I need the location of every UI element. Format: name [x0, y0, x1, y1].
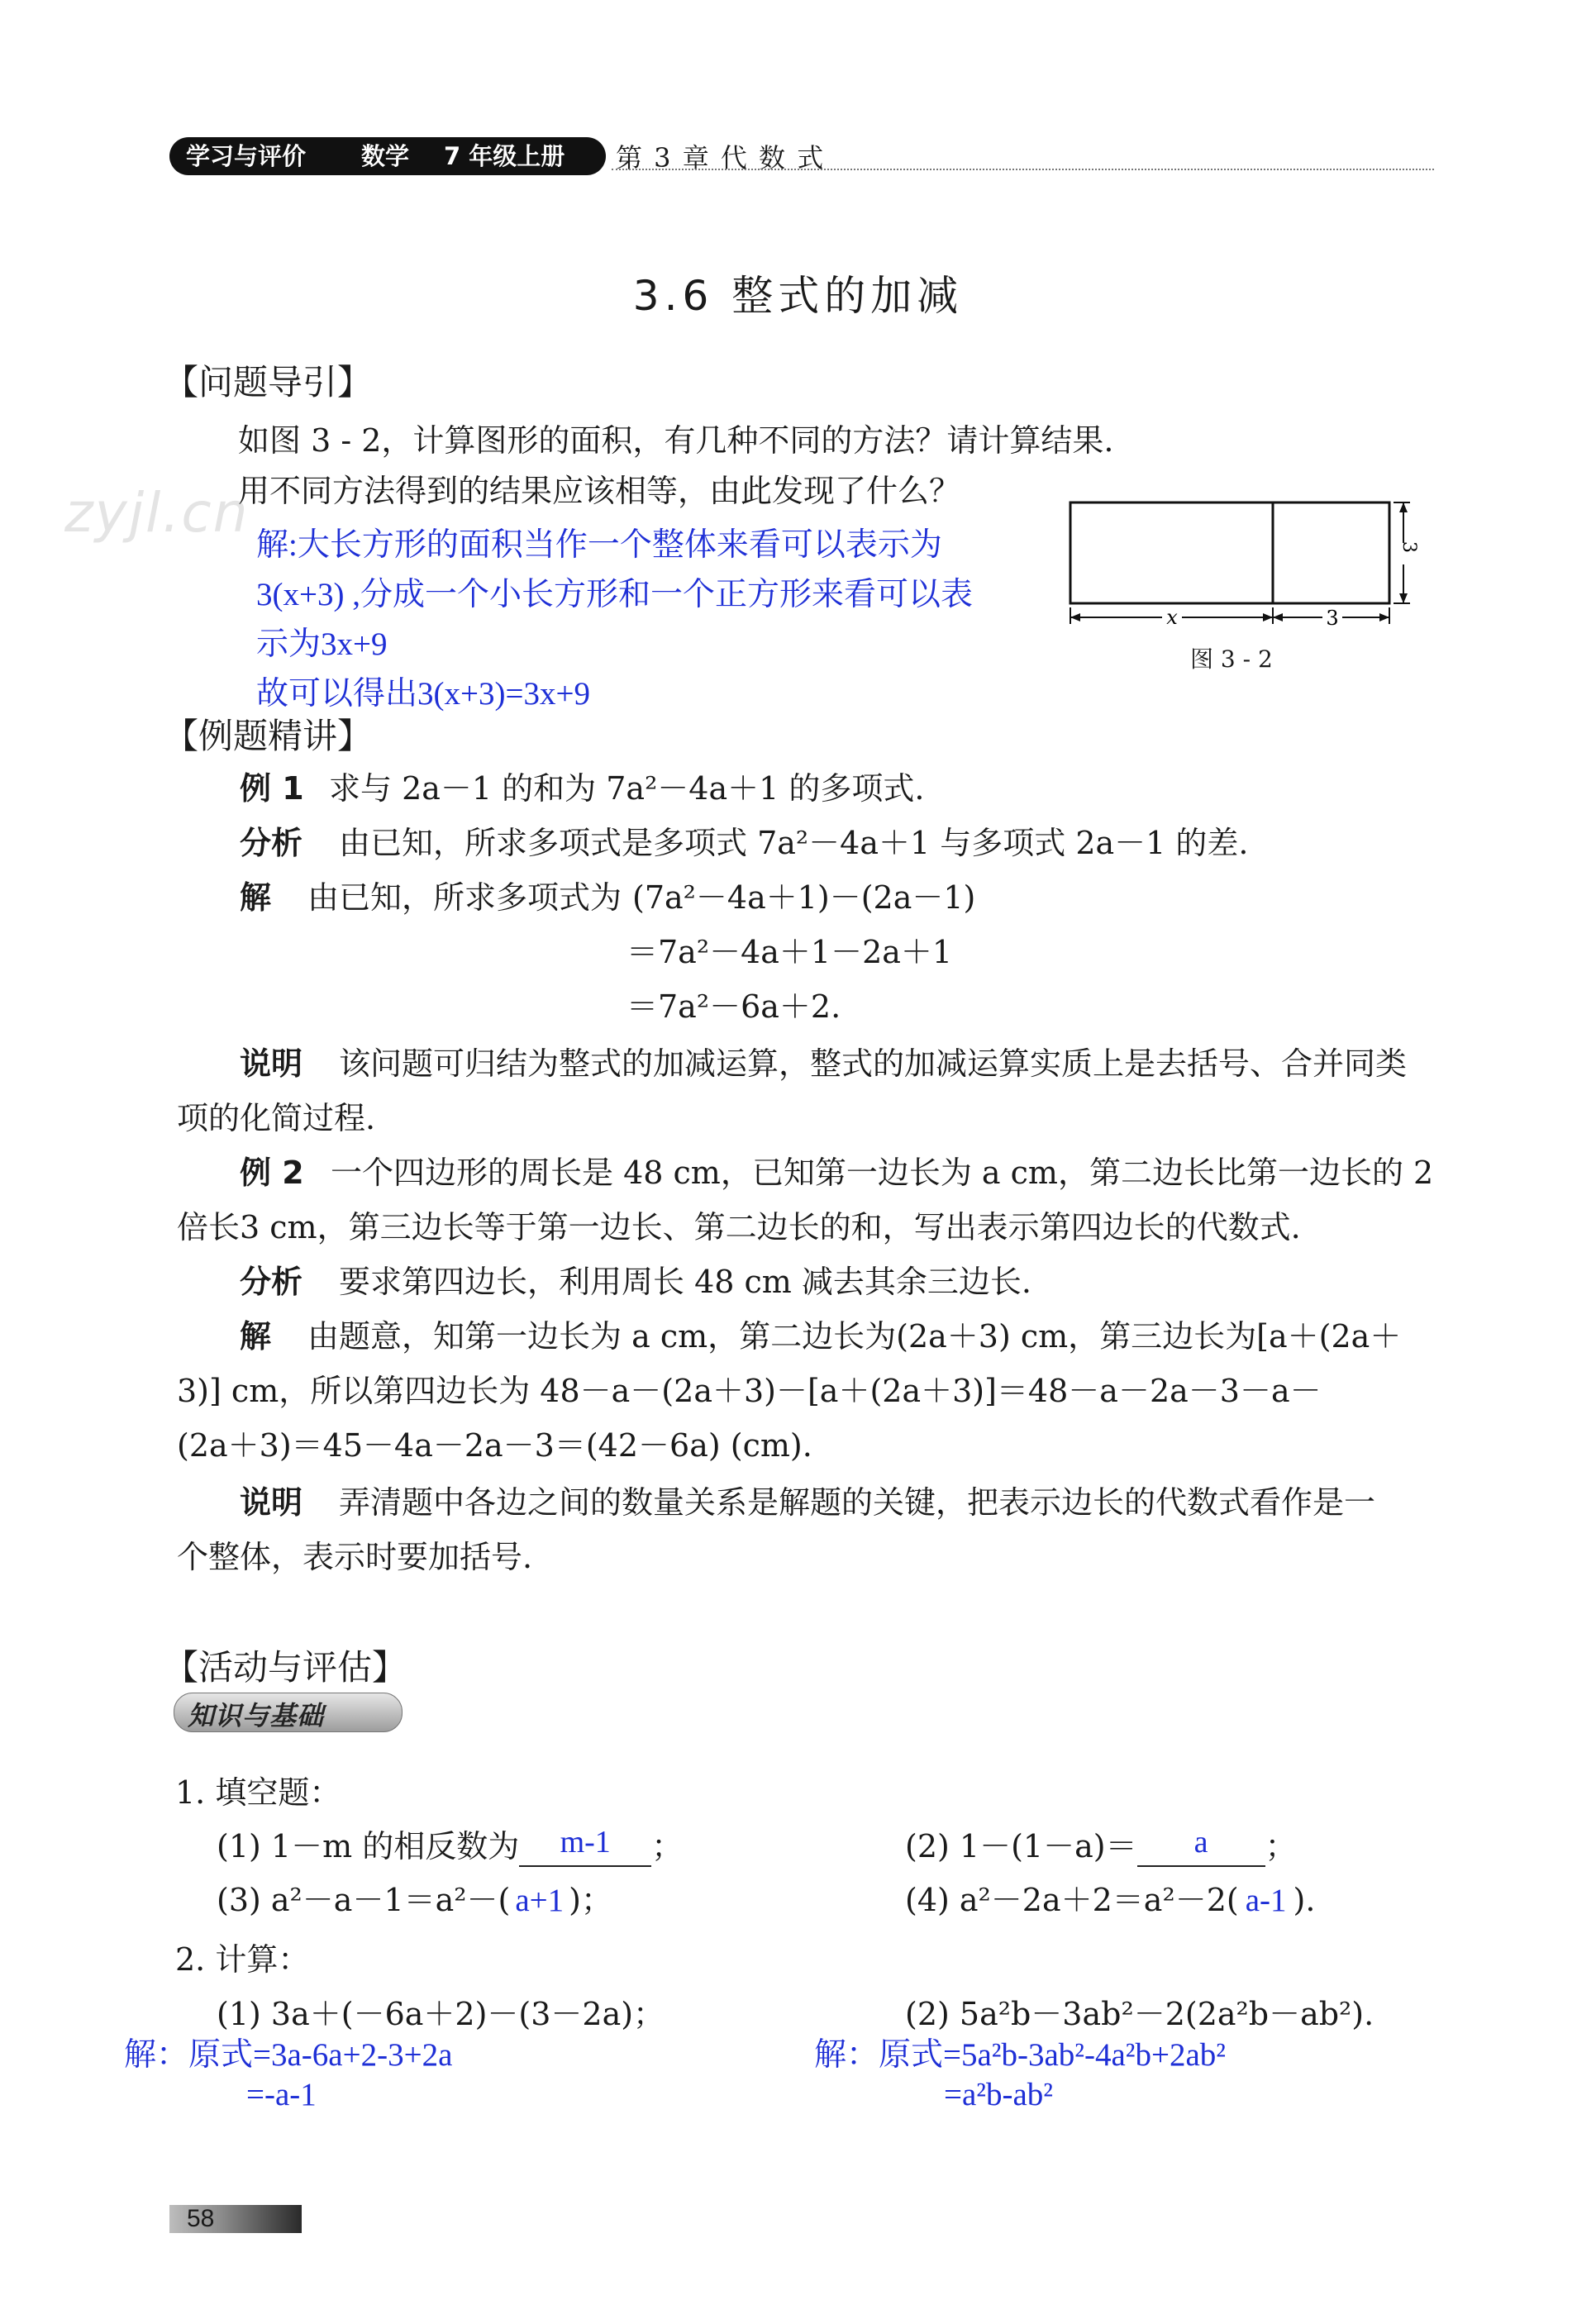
example1-note-line2: 项的化简过程.	[177, 1100, 376, 1136]
guide-question-line1: 如图 3 - 2，计算图形的面积，有几种不同的方法？请计算结果.	[238, 422, 1114, 459]
q1-item4-answer: a-1	[1245, 1883, 1287, 1918]
q2-answer2-line2: =a²b-ab²	[944, 2077, 1053, 2112]
example1-step3: ＝7a²－6a＋2.	[626, 988, 841, 1025]
guide-answer-line2: 3(x+3) ,分成一个小长方形和一个正方形来看可以表	[256, 577, 973, 612]
header-subject: 数学	[361, 142, 410, 170]
q1-item1-text: (1) 1－m 的相反数为	[217, 1828, 520, 1864]
q1-item2-blank	[1137, 1825, 1265, 1867]
q1-item1-answer: m-1	[560, 1825, 611, 1860]
example1-solution-label: 解	[240, 879, 272, 916]
example2-label: 例 2	[240, 1155, 304, 1191]
guide-answer-line3: 示为3x+9	[256, 626, 388, 662]
section-heading-activity: 【活动与评估】	[164, 1647, 407, 1688]
q2-item1: (1) 3a＋(－6a＋2)－(3－2a)；	[217, 1996, 665, 2032]
q1-item4: (4) a²－2a＋2＝a²－2( a-1 ).	[905, 1882, 1316, 1918]
header-book-title: 学习与评价	[186, 142, 307, 170]
example2-solution-line3: (2a＋3)＝45－4a－2a－3＝(42－6a) (cm).	[177, 1427, 812, 1464]
figure-label-3-side: 3	[1398, 541, 1419, 553]
example1-analysis-label: 分析	[240, 825, 303, 861]
q1-item2-text: (2) 1－(1－a)＝	[905, 1828, 1137, 1864]
example2-analysis: 要求第四边长，利用周长 48 cm 减去其余三边长.	[339, 1264, 1031, 1300]
q1-item3-text: (3) a²－a－1＝a²－(	[217, 1882, 511, 1918]
example2-question-line1: 一个四边形的周长是 48 cm，已知第一边长为 a cm，第二边长比第一边长的 2	[331, 1155, 1434, 1191]
q1-item2: (2) 1－(1－a)＝ a ；	[905, 1821, 1297, 1867]
guide-answer-line1: 解:大长方形的面积当作一个整体来看可以表示为	[256, 527, 942, 563]
example2-note-line1: 弄清题中各边之间的数量关系是解题的关键，把表示边长的代数式看作是一	[339, 1484, 1376, 1521]
knowledge-badge	[174, 1693, 403, 1732]
example2-note-line2: 个整体，表示时要加括号.	[177, 1539, 533, 1575]
section-heading-guide: 【问题导引】	[164, 362, 373, 402]
q1-item3-answer: a+1	[515, 1883, 565, 1918]
example1-step2: ＝7a²－4a＋1－2a＋1	[626, 934, 953, 970]
q2-heading: 2. 计算：	[175, 1941, 310, 1978]
figure-label-x: x	[1166, 606, 1178, 629]
example1-solution-intro: 由已知，所求多项式为	[307, 879, 622, 916]
q2-item2: (2) 5a²b－3ab²－2(2a²b－ab²).	[905, 1996, 1374, 2032]
q1-item1: (1) 1－m 的相反数为 m-1 ；	[217, 1821, 683, 1867]
header-grade: 7 年级上册	[444, 142, 565, 170]
q1-item3: (3) a²－a－1＝a²－( a+1 )；	[217, 1882, 612, 1918]
example2-note-label: 说明	[240, 1484, 303, 1521]
example1-step1: (7a²－4a＋1)－(2a－1)	[632, 879, 976, 916]
guide-answer-line4: 故可以得出3(x+3)=3x+9	[256, 676, 590, 712]
knowledge-badge-label: 知识与基础	[188, 1700, 325, 1731]
q1-item2-answer: a	[1193, 1825, 1208, 1860]
example2-question-line2: 倍长3 cm，第三边长等于第一边长、第二边长的和，写出表示第四边长的代数式.	[177, 1209, 1301, 1245]
page-title: 3.6 整式的加减	[632, 272, 964, 320]
example2-solution-label: 解	[240, 1318, 272, 1355]
example1-note-label: 说明	[240, 1045, 303, 1082]
figure-label-3-bottom: 3	[1326, 607, 1339, 630]
example1-question: 求与 2a－1 的和为 7a²－4a＋1 的多项式.	[329, 770, 925, 807]
q1-item4-text: (4) a²－2a＋2＝a²－2(	[905, 1882, 1239, 1918]
q2-answer1-line2: =-a-1	[246, 2077, 317, 2112]
example1-note-line1: 该问题可归结为整式的加减运算，整式的加减运算实质上是去括号、合并同类	[339, 1045, 1408, 1082]
q1-heading: 1. 填空题：	[175, 1774, 341, 1811]
example2-solution-line1: 由题意，知第一边长为 a cm，第二边长为(2a＋3) cm，第三边长为[a＋(2a＋	[307, 1318, 1402, 1355]
watermark: zyjl.cn	[64, 481, 250, 545]
figure-caption: 图 3 - 2	[1190, 645, 1273, 673]
page-number: 58	[187, 2205, 215, 2232]
header-book-bar	[169, 137, 606, 175]
figure-outer-rectangle	[1070, 502, 1389, 603]
example1-label: 例 1	[240, 770, 304, 807]
header-chapter: 第 3 章 代 数 式	[616, 142, 826, 174]
q2-answer1-line1: 解：原式=3a-6a+2-3+2a	[124, 2037, 453, 2073]
header-divider	[612, 169, 1434, 170]
example2-solution-line2: 3)] cm，所以第四边长为 48－a－(2a＋3)－[a＋(2a＋3)]＝48－a－2a－3－a－	[177, 1373, 1322, 1409]
guide-question-line2: 用不同方法得到的结果应该相等，由此发现了什么？	[238, 473, 961, 509]
example2-analysis-label: 分析	[240, 1264, 303, 1300]
section-heading-examples: 【例题精讲】	[164, 716, 373, 756]
q1-item1-blank	[519, 1825, 651, 1867]
q2-answer2-line1: 解：原式=5a²b-3ab²-4a²b+2ab²	[814, 2037, 1226, 2073]
example1-analysis: 由已知，所求多项式是多项式 7a²－4a＋1 与多项式 2a－1 的差.	[339, 825, 1249, 861]
